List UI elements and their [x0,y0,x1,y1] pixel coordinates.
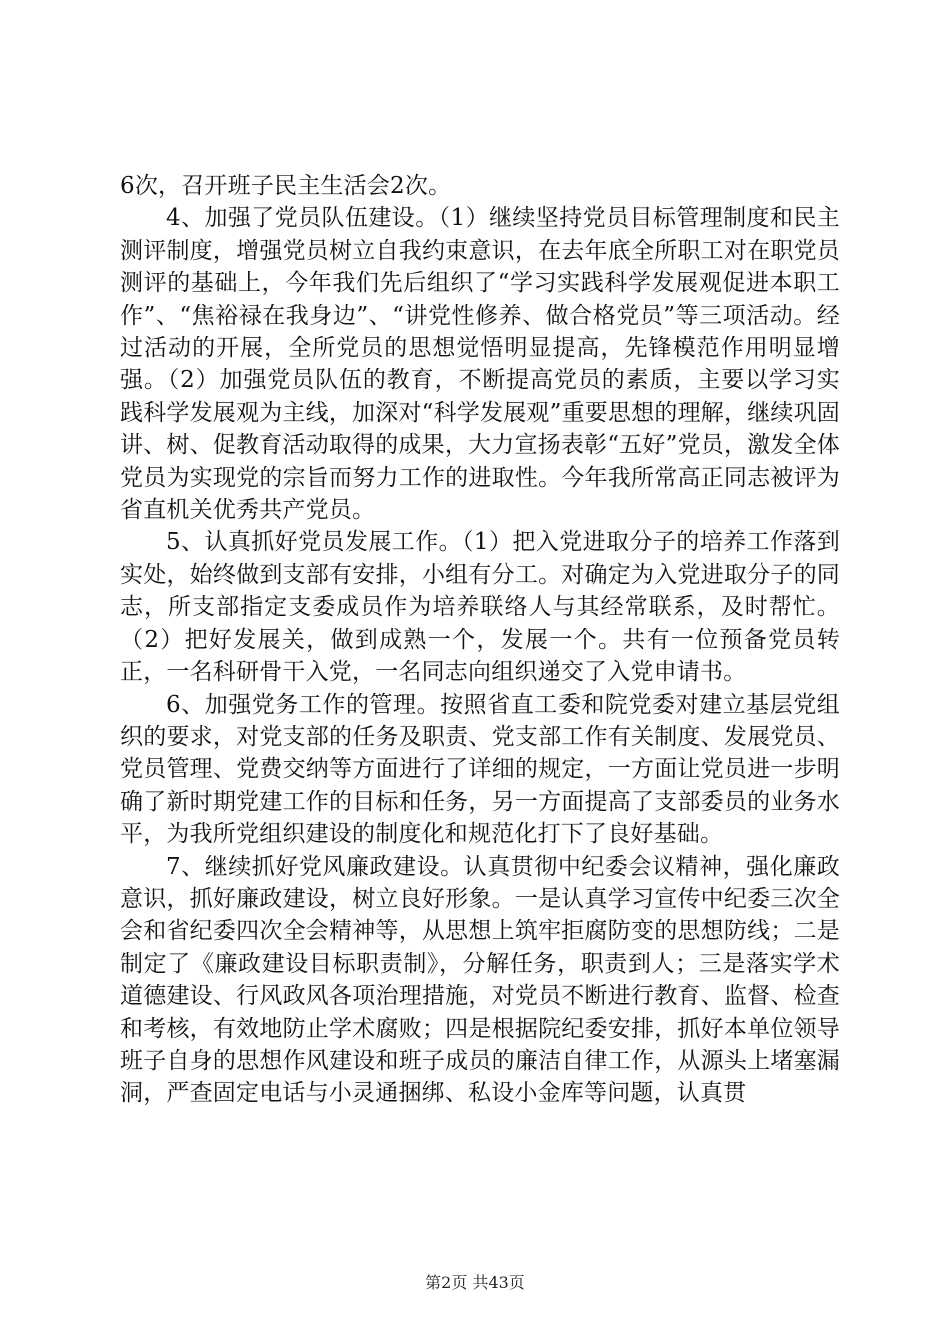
page-number-footer: 第2页 共43页 [425,1273,525,1292]
paragraph-item-5: 5、认真抓好党员发展工作。（1）把入党进取分子的培养工作落到实处，始终做到支部有安排，小组有分工。对确定为入党进取分子的同志，所支部指定支委成员作为培养联络人与其经常联系，及时帮忙。（2）把好发展关，做到成熟一个，发展一个。共有一位预备党员转正，一名科研骨干入党，一名同志向组织递交了入党申请书。 [120,529,840,686]
paragraph-item-4: 4、加强了党员队伍建设。（1）继续坚持党员目标管理制度和民主测评制度，增强党员树立自我约束意识，在去年底全所职工对在职党员测评的基础上，今年我们先后组织了“学习实践科学发展观促进本职工作”、“焦裕禄在我身边”、“讲党性修养、做合格党员”等三项活动。经过活动的开展，全所党员的思想觉悟明显提高，先锋模范作用明显增强。（2）加强党员队伍的教育，不断提高党员的素质，主要以学习实践科学发展观为主线，加深对“科学发展观”重要思想的理解，继续巩固讲、树、促教育活动取得的成果，大力宣扬表彰“五好”党员，激发全体党员为实现党的宗旨而努力工作的进取性。今年我所常高正同志被评为省直机关优秀共产党员。 [120,205,840,524]
document-body [120,170,840,1110]
paragraph-continuation: 6次，召开班子民主生活会2次。 [120,173,452,199]
paragraph-item-7: 7、继续抓好党风廉政建设。认真贯彻中纪委会议精神，强化廉政意识，抓好廉政建设，树立良好形象。一是认真学习宣传中纪委三次全会和省纪委四次全会精神等，从思想上筑牢拒腐防变的思想防线；二是制定了《廉政建设目标职责制》，分解任务，职责到人；三是落实学术道德建设、行风政风各项治理措施，对党员不断进行教育、监督、检查和考核，有效地防止学术腐败；四是根据院纪委安排，抓好本单位领导班子自身的思想作风建设和班子成员的廉洁自律工作，从源头上堵塞漏洞，严查固定电话与小灵通捆绑、私设小金库等问题，认真贯 [120,853,840,1107]
paragraph-item-6: 6、加强党务工作的管理。按照省直工委和院党委对建立基层党组织的要求，对党支部的任务及职责、党支部工作有关制度、发展党员、党员管理、党费交纳等方面进行了详细的规定，一方面让党员进一步明确了新时期党建工作的目标和任务，另一方面提高了支部委员的业务水平，为我所党组织建设的制度化和规范化打下了良好基础。 [120,691,840,848]
